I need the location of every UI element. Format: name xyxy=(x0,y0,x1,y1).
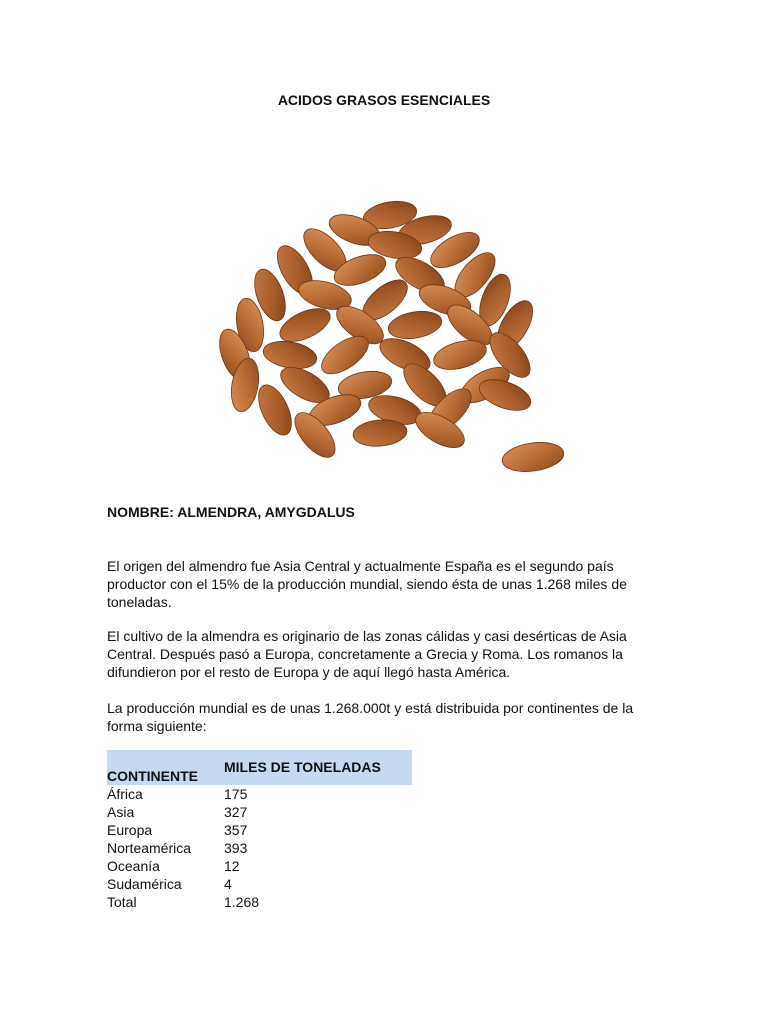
cell-tonnes: 393 xyxy=(224,840,248,856)
cell-tonnes: 175 xyxy=(224,786,248,802)
cell-tonnes: 357 xyxy=(224,822,248,838)
table-row xyxy=(107,875,412,893)
cell-tonnes: 327 xyxy=(224,804,248,820)
table-row xyxy=(107,857,412,875)
table-row xyxy=(107,839,412,857)
cell-tonnes: 12 xyxy=(224,858,240,874)
cell-continent: África xyxy=(107,786,143,802)
name-heading: NOMBRE: ALMENDRA, AMYGDALUS xyxy=(107,504,355,520)
table-row xyxy=(107,785,412,803)
table-row xyxy=(107,821,412,839)
document-title: ACIDOS GRASOS ESENCIALES xyxy=(277,92,491,108)
cell-tonnes: 4 xyxy=(224,876,232,892)
table-row xyxy=(107,803,412,821)
cell-continent: Total xyxy=(107,894,137,910)
column-header-continent: CONTINENTE xyxy=(107,768,198,784)
paragraph-cultivation: El cultivo de la almendra es originario de las zonas cálidas y casi desérticas de Asia Central. Después pasó a Europa, concretamente a Grecia y Roma. Los romanos la difundieron por el resto de Europa y de aquí llegó hasta América. xyxy=(107,628,627,680)
table-row xyxy=(107,893,412,911)
cell-tonnes: 1.268 xyxy=(224,894,260,910)
cell-continent: Sudamérica xyxy=(107,876,182,892)
cell-continent: Europa xyxy=(107,822,153,838)
production-table xyxy=(107,750,412,911)
paragraph-origin: El origen del almendro fue Asia Central y actualmente España es el segundo país productor con el 15% de la producción mundial, siendo ésta de unas 1.268 miles de toneladas. xyxy=(107,558,627,610)
cell-continent: Norteamérica xyxy=(107,840,192,856)
almond-pile-photo xyxy=(195,195,585,485)
table-header xyxy=(107,750,412,785)
column-header-tonnes: MILES DE TONELADAS xyxy=(224,759,381,775)
cell-continent: Oceanía xyxy=(107,858,160,874)
cell-continent: Asia xyxy=(107,804,135,820)
paragraph-production: La producción mundial es de unas 1.268.000t y está distribuida por continentes de la forma siguiente: xyxy=(107,700,634,734)
